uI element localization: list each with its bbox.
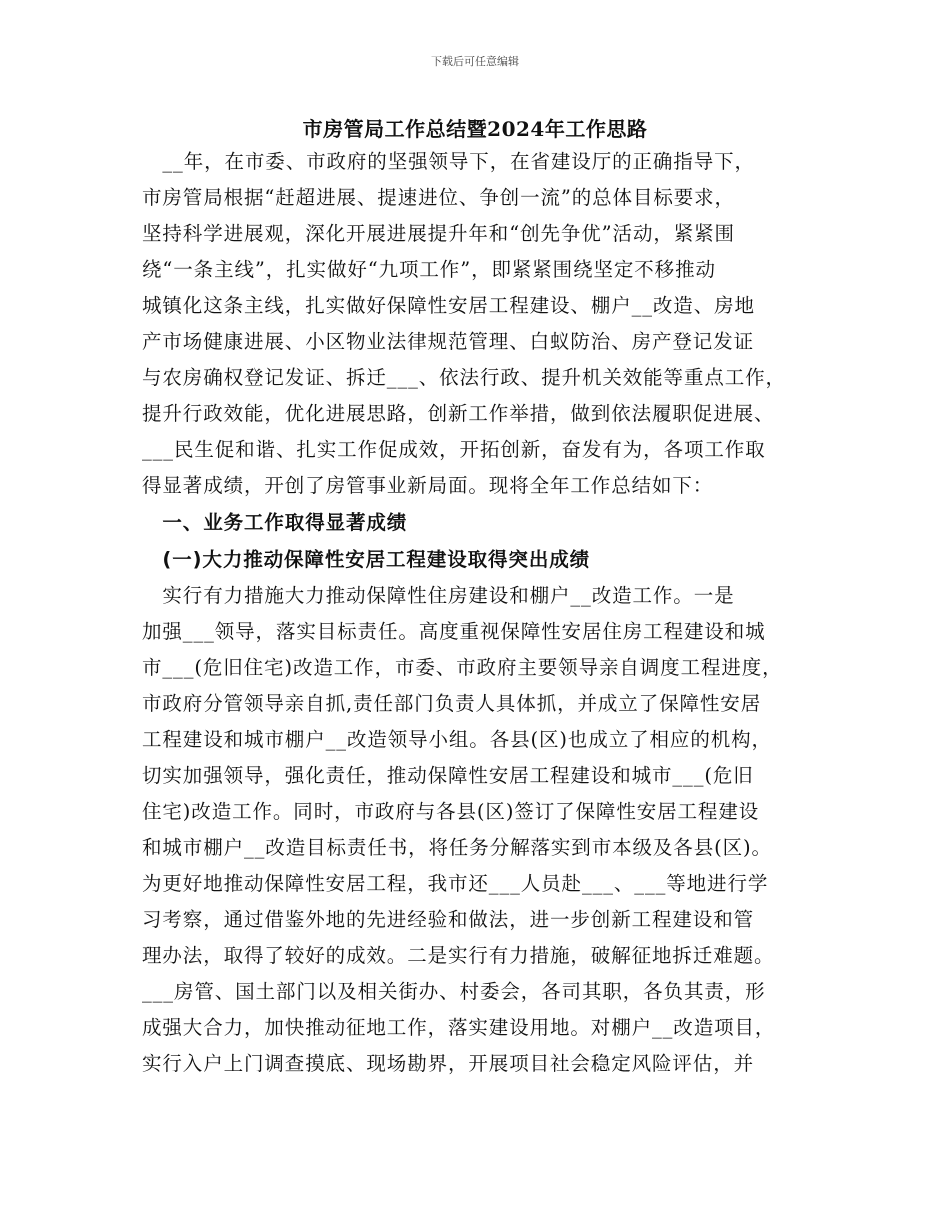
paragraph-line: 提升行政效能，优化进展思路，创新工作举措，做到依法履职促进展、 [142, 402, 775, 425]
paragraph-line: 为更好地推动保障性安居工程，我市还___人员赴___、___等地进行学 [142, 872, 769, 895]
subsection-heading: (一)大力推动保障性安居工程建设取得突出成绩 [142, 548, 591, 571]
paragraph-line: 市政府分管领导亲自抓,责任部门负责人具体抓，并成立了保障性安居 [142, 692, 762, 715]
paragraph-line: 市房管局根据“赶超进展、提速进位、争创一流”的总体目标要求， [142, 186, 735, 209]
paragraph-line: 得显著成绩，开创了房管事业新局面。现将全年工作总结如下： [142, 474, 714, 497]
paragraph-line: 住宅)改造工作。同时，市政府与各县(区)签订了保障性安居工程建设 [142, 800, 760, 823]
paragraph-line: 市___(危旧住宅)改造工作，市委、市政府主要领导亲自调度工程进度， [142, 656, 783, 679]
paragraph-line: 成强大合力，加快推动征地工作，落实建设用地。对棚户__改造项目， [142, 1016, 776, 1039]
paragraph-line: ___房管、国土部门以及相关街办、村委会，各司其职，各负其责，形 [142, 980, 766, 1003]
document-title: 市房管局工作总结暨2024年工作思路 [302, 117, 648, 141]
paragraph-line: 理办法，取得了较好的成效。二是实行有力措施，破解征地拆迁难题。 [142, 944, 775, 967]
paragraph-line: 习考察，通过借鉴外地的先进经验和做法，进一步创新工程建设和管 [142, 908, 755, 931]
paragraph-line: 和城市棚户__改造目标责任书，将任务分解落实到市本级及各县(区)。 [142, 836, 772, 859]
paragraph-line: 加强___领导，落实目标责任。高度重视保障性安居住房工程建设和城 [142, 620, 766, 643]
paragraph-line: 产市场健康进展、小区物业法律规范管理、白蚁防治、房产登记发证 [142, 330, 755, 353]
page-header: 下载后可任意编辑 [431, 55, 519, 68]
paragraph-line: 工程建设和城市棚户__改造领导小组。各县(区)也成立了相应的机构， [142, 728, 772, 751]
paragraph-line: ___民生促和谐、扎实工作促成效，开拓创新，奋发有为，各项工作取 [142, 438, 766, 461]
paragraph-line: 实行有力措施大力推动保障性住房建设和棚户__改造工作。一是 [142, 584, 735, 607]
paragraph-line: 绕“一条主线”，扎实做好“九项工作”，即紧紧围绕坚定不移推动 [142, 258, 716, 281]
section-heading: 一、业务工作取得显著成绩 [142, 511, 408, 534]
paragraph-line: 与农房确权登记发证、拆迁___、依法行政、提升机关效能等重点工作， [142, 366, 786, 389]
paragraph-line: 城镇化这条主线，扎实做好保障性安居工程建设、棚户__改造、房地 [142, 294, 755, 317]
paragraph-line: 切实加强领导，强化责任，推动保障性安居工程建设和城市___(危旧 [142, 764, 754, 787]
paragraph-line: 坚持科学进展观，深化开展进展提升年和“创先争优”活动，紧紧围 [142, 222, 735, 245]
paragraph-line: 实行入户上门调查摸底、现场勘界，开展项目社会稳定风险评估，并 [142, 1052, 755, 1075]
paragraph-line: __年，在市委、市政府的坚强领导下，在省建设厅的正确指导下， [142, 150, 755, 173]
